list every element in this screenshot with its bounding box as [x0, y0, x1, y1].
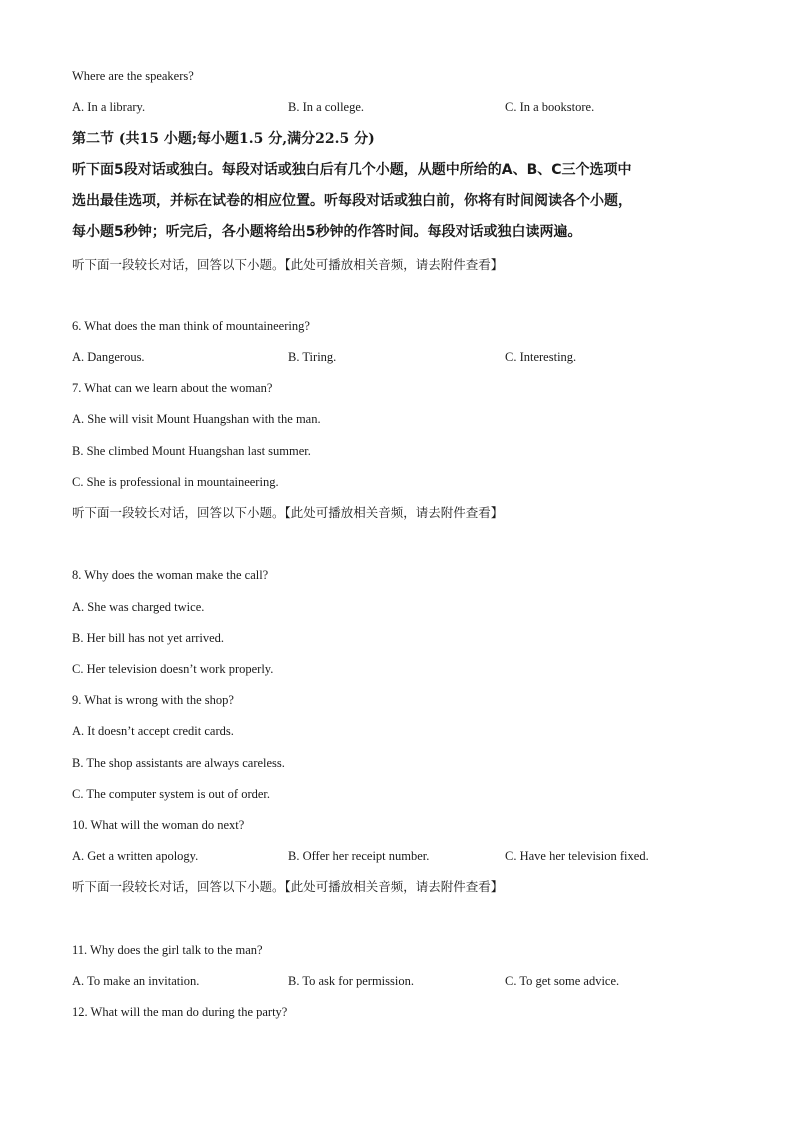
- q7-option-c: C. She is professional in mountaineering.: [72, 475, 279, 489]
- q7-stem: 7. What can we learn about the woman?: [72, 381, 273, 395]
- q6-stem: 6. What does the man think of mountaineering?: [72, 319, 310, 333]
- instruction-line-1: 听下面5段对话或独白。每段对话或独白后有几个小题，从题中所给的A、B、C三个选项中: [72, 162, 632, 178]
- q9-option-a: A. It doesn’t accept credit cards.: [72, 724, 234, 738]
- q11-option-b: B. To ask for permission.: [288, 974, 414, 988]
- q10-option-b: B. Offer her receipt number.: [288, 849, 430, 863]
- q6-option-b: B. Tiring.: [288, 350, 337, 364]
- q7-option-b: B. She climbed Mount Huangshan last summer.: [72, 444, 311, 458]
- q6-option-c: C. Interesting.: [505, 350, 577, 364]
- q11-option-a: A. To make an invitation.: [72, 974, 200, 988]
- audio-note-2: 听下面一段较长对话，回答以下小题。【此处可播放相关音频，请去附件查看】: [72, 505, 504, 520]
- q10-option-c: C. Have her television fixed.: [505, 849, 649, 863]
- q6-options: [72, 349, 732, 365]
- q9-option-b: B. The shop assistants are always careless.: [72, 756, 285, 770]
- instruction-line-2: 选出最佳选项，并标在试卷的相应位置。听每段对话或独白前，你将有时间阅读各个小题，: [72, 193, 632, 209]
- audio-note-1: 听下面一段较长对话，回答以下小题。【此处可播放相关音频，请去附件查看】: [72, 257, 504, 272]
- q8-stem: 8. Why does the woman make the call?: [72, 568, 269, 582]
- audio-note-3: 听下面一段较长对话，回答以下小题。【此处可播放相关音频，请去附件查看】: [72, 879, 504, 894]
- q8-option-b: B. Her bill has not yet arrived.: [72, 631, 225, 645]
- q5-options: [72, 99, 732, 115]
- q5-stem: Where are the speakers?: [72, 69, 194, 83]
- q8-option-a: A. She was charged twice.: [72, 600, 205, 614]
- q10-option-a: A. Get a written apology.: [72, 849, 199, 863]
- q11-option-c: C. To get some advice.: [505, 974, 620, 988]
- q5-option-c: C. In a bookstore.: [505, 100, 595, 114]
- q11-options: [72, 973, 732, 989]
- q9-stem: 9. What is wrong with the shop?: [72, 693, 234, 707]
- q10-options: [72, 848, 732, 864]
- q12-stem: 12. What will the man do during the party?: [72, 1005, 288, 1019]
- section-title: 第二节 (共15 小题;每小题1.5 分,满分22.5 分): [72, 131, 375, 147]
- q11-stem: 11. Why does the girl talk to the man?: [72, 943, 263, 957]
- q5-option-b: B. In a college.: [288, 100, 365, 114]
- q10-stem: 10. What will the woman do next?: [72, 818, 245, 832]
- section-instruction: [72, 155, 732, 248]
- q8-option-c: C. Her television doesn’t work properly.: [72, 662, 274, 676]
- q5-option-a: A. In a library.: [72, 100, 146, 114]
- q7-option-a: A. She will visit Mount Huangshan with the man.: [72, 412, 321, 426]
- q9-option-c: C. The computer system is out of order.: [72, 787, 271, 801]
- q6-option-a: A. Dangerous.: [72, 350, 145, 364]
- instruction-line-3: 每小题5秒钟；听完后，各小题将给出5秒钟的作答时间。每段对话或独白读两遍。: [72, 224, 582, 240]
